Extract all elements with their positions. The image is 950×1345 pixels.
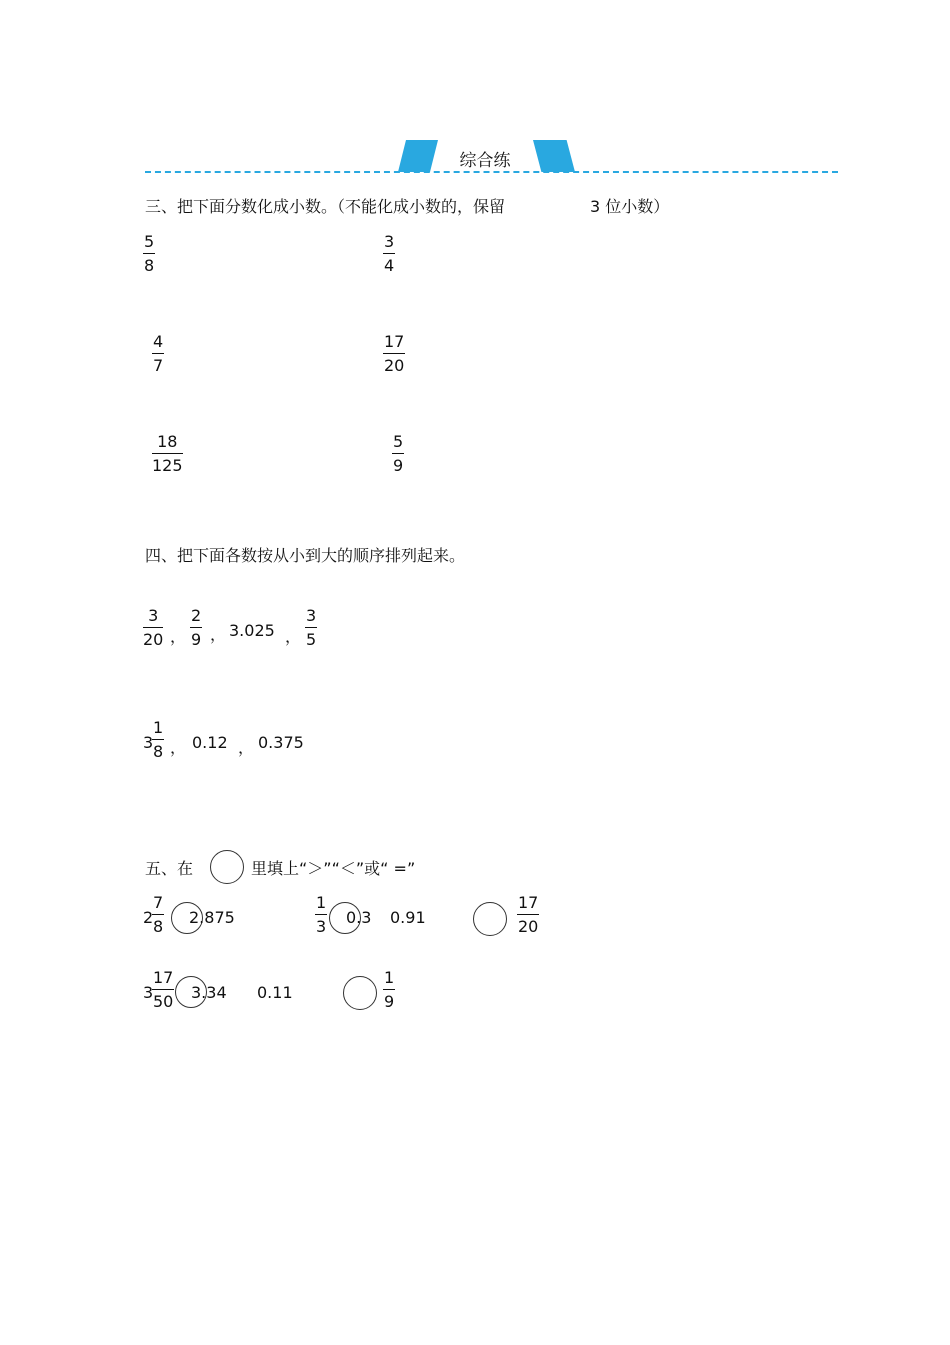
decimal-0-375: 0.375 (258, 733, 304, 752)
fraction-18-125 (152, 434, 183, 474)
decimal-3-34: 3.34 (191, 983, 227, 1002)
numerator: 17 (383, 334, 405, 354)
mixed-whole-2: 2 (143, 908, 154, 927)
fraction-17-50 (152, 970, 174, 1010)
numerator: 4 (152, 334, 164, 354)
denominator: 8 (153, 742, 164, 761)
denominator: 4 (384, 256, 395, 275)
section4-heading: 四、把下面各数按从小到大的顺序排列起来。 (145, 546, 466, 565)
decimal-0-91: 0.91 (390, 908, 426, 927)
decimal-3-025: 3.025 (229, 621, 275, 640)
numerator: 1 (152, 720, 164, 740)
numerator: 3 (305, 608, 317, 628)
numerator: 3 (383, 234, 395, 254)
numerator: 17 (152, 970, 174, 990)
fraction-2-9 (190, 608, 202, 648)
fraction-17-20-b (517, 895, 539, 935)
decimal-2-875: 2.875 (189, 908, 235, 927)
fraction-1-9 (383, 970, 395, 1010)
separator: ， (170, 738, 187, 757)
section5-heading-b: 里填上“＞”“＜”或“ =” (251, 859, 416, 878)
separator: ， (238, 738, 255, 757)
fraction-5-8 (143, 234, 155, 274)
decimal-0-11: 0.11 (257, 983, 293, 1002)
denominator: 8 (144, 256, 155, 275)
separator: ， (285, 627, 302, 646)
numerator: 17 (517, 895, 539, 915)
mixed-number-whole: 3 (143, 733, 154, 752)
compare-circle-3[interactable] (473, 902, 507, 936)
numerator: 7 (152, 895, 164, 915)
denominator: 50 (153, 992, 174, 1011)
fraction-3-4 (383, 234, 395, 274)
header-dashed-line (145, 171, 838, 173)
denominator: 9 (191, 630, 202, 649)
numerator: 2 (190, 608, 202, 628)
compare-circle-5[interactable] (343, 976, 377, 1010)
numerator: 18 (152, 434, 183, 454)
denominator: 20 (143, 630, 164, 649)
fraction-1-8 (152, 720, 164, 760)
decimal-0-3: 0.3 (346, 908, 372, 927)
denominator: 20 (518, 917, 539, 936)
numerator: 1 (315, 895, 327, 915)
separator: ， (210, 625, 227, 644)
page-title: 综合练 (459, 151, 511, 171)
denominator: 3 (316, 917, 327, 936)
denominator: 125 (152, 456, 183, 475)
mixed-whole-3: 3 (143, 983, 154, 1002)
denominator: 7 (153, 356, 164, 375)
example-circle-icon (210, 850, 244, 884)
denominator: 9 (393, 456, 404, 475)
banner-left-shape (398, 140, 438, 172)
denominator: 20 (384, 356, 405, 375)
separator: ， (170, 627, 187, 646)
numerator: 5 (392, 434, 404, 454)
fraction-3-20 (143, 608, 163, 648)
fraction-7-8 (152, 895, 164, 935)
section3-heading-tail: 3 位小数） (590, 197, 670, 216)
denominator: 5 (306, 630, 317, 649)
fraction-17-20 (383, 334, 405, 374)
section5-heading-a: 五、在 (145, 859, 194, 878)
denominator: 9 (384, 992, 395, 1011)
fraction-5-9 (392, 434, 404, 474)
banner-right-shape (533, 140, 575, 172)
fraction-4-7 (152, 334, 164, 374)
denominator: 8 (153, 917, 164, 936)
numerator: 3 (143, 608, 163, 628)
decimal-0-12: 0.12 (192, 733, 228, 752)
section3-heading: 三、把下面分数化成小数。（不能化成小数的，保留 (145, 197, 506, 216)
numerator: 5 (143, 234, 155, 254)
fraction-3-5 (305, 608, 317, 648)
fraction-1-3 (315, 895, 327, 935)
numerator: 1 (383, 970, 395, 990)
